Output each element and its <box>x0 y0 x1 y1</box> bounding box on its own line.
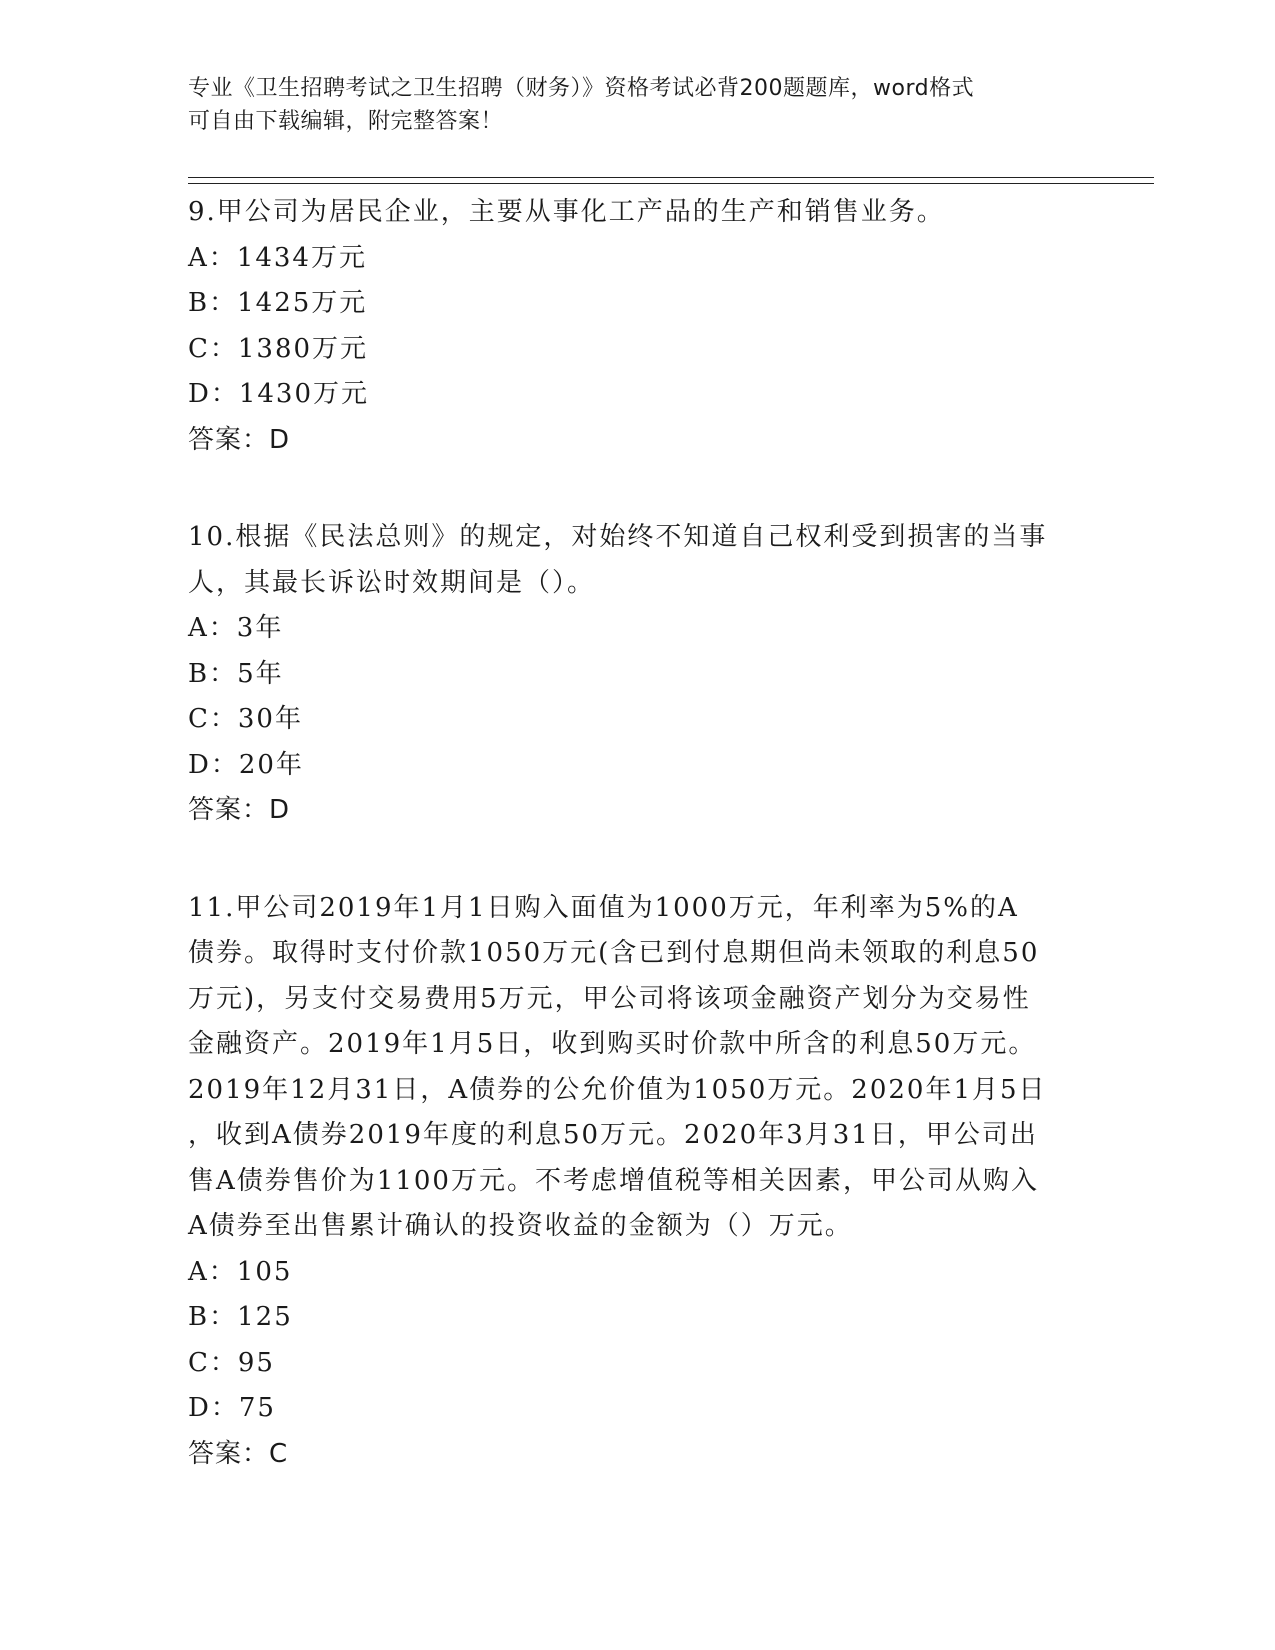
option-b: B：125 <box>188 1302 293 1332</box>
option-c: C：95 <box>188 1347 275 1378</box>
question-stem-line: 人，其最长诉讼时效期间是（）。 <box>188 567 596 598</box>
header-line-2: 可自由下载编辑，附完整答案！ <box>188 109 504 134</box>
document-header <box>188 72 1068 138</box>
option-a: A：105 <box>188 1256 293 1287</box>
question-stem-line: 2019年12月31日，A债券的公允价值为1050万元。2020年1月5日 <box>188 1074 1047 1105</box>
question-stem-line: 万元)，另支付交易费用5万元，甲公司将该项金融资产划分为交易性 <box>188 983 1031 1014</box>
option-a: A：1434万元 <box>188 242 367 273</box>
answer-line: 答案：D <box>188 424 291 455</box>
question-stem-line: 10.根据《民法总则》的规定，对始终不知道自己权利受到损害的当事 <box>188 522 1048 552</box>
question-stem-line: 11.甲公司2019年1月1日购入面值为1000万元，年利率为5%的A <box>188 892 1019 923</box>
option-d: D：20年 <box>188 749 304 780</box>
question-stem-line: 售A债券售价为1100万元。不考虑增值税等相关因素，甲公司从购入 <box>188 1165 1039 1196</box>
answer-line: 答案：D <box>188 795 291 825</box>
option-b: B：5年 <box>188 658 284 689</box>
question-stem-line: 债券。取得时支付价款1050万元(含已到付息期但尚未领取的利息50 <box>188 938 1040 968</box>
header-divider-top <box>188 177 1154 178</box>
header-line-1: 专业《卫生招聘考试之卫生招聘（财务）》资格考试必背200题题库，word格式 <box>188 76 975 101</box>
question-stem-line: 9.甲公司为居民企业，主要从事化工产品的生产和销售业务。 <box>188 197 945 227</box>
option-d: D：1430万元 <box>188 379 370 409</box>
header-divider-bottom <box>188 183 1154 184</box>
question-9 <box>188 190 1088 463</box>
option-c: C：30年 <box>188 704 303 734</box>
question-10 <box>188 515 1088 834</box>
question-11 <box>188 886 1088 1478</box>
question-stem-line: 金融资产。2019年1月5日，收到购买时价款中所含的利息50万元。 <box>188 1029 1037 1059</box>
option-a: A：3年 <box>188 613 284 643</box>
option-c: C：1380万元 <box>188 333 369 364</box>
question-stem-line: A债券至出售累计确认的投资收益的金额为（）万元。 <box>188 1211 853 1241</box>
option-d: D：75 <box>188 1393 276 1423</box>
option-b: B：1425万元 <box>188 288 368 318</box>
answer-line: 答案：C <box>188 1438 289 1469</box>
question-list <box>188 190 1088 1529</box>
question-stem-line: ，收到A债券2019年度的利息50万元。2020年3月31日，甲公司出 <box>188 1120 1038 1150</box>
